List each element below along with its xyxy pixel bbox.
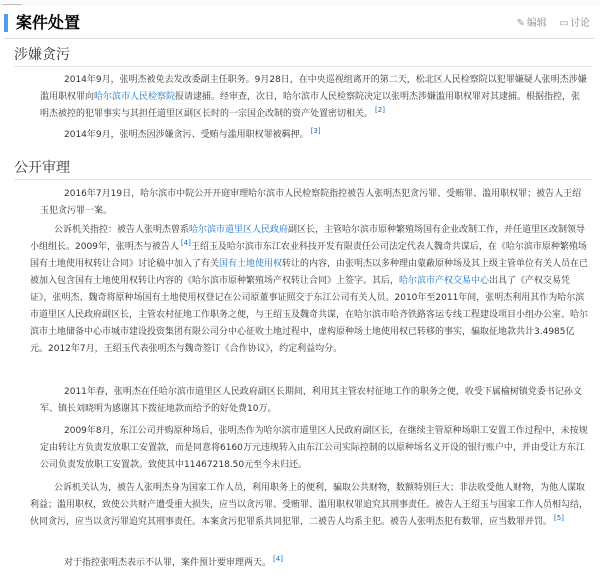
subsection-title-corruption: 涉嫌贪污: [14, 47, 70, 63]
link-land-use-right[interactable]: 国有土地使用权: [219, 259, 283, 269]
reference-3[interactable]: [3]: [310, 127, 321, 135]
paragraph: 2009年8月，东江公司并购原种场后，张明杰作为哈尔滨市道里区人民政府副区长，在继续主管原种场职工安置工作过程中，未按规定由转让方负责发放职工安置款，而是同意将6160万元违规转入由东江公司实际控制的以原种场名义开设的银行账户中，并由受让方东江公司负责发放职工安置款。致使其中11467218.50元至今未归还。: [40, 426, 588, 470]
link-harbin-procuratorate[interactable]: 哈尔滨市人民检察院: [94, 92, 176, 102]
section-header: [4, 10, 594, 39]
reference-2[interactable]: [2]: [375, 106, 385, 114]
paragraph: 公诉机关认为，被告人张明杰身为国家工作人员，利用职务上的便利，骗取公共财物，数额特别巨大；非法收受他人财物，为他人谋取利益；滥用职权，致使公共财产遭受重大损失，应当以贪污罪、受贿罪、滥用职权罪追究其刑事责任。被告人王绍玉与国家工作人员相勾结，伙同贪污，应当以贪污罪追究其刑事责任。本案贪污犯罪系共同犯罪，二被告人均系主犯。被告人张明杰犯有数罪，应当数罪并罚。 [5]: [30, 483, 589, 527]
reference-4[interactable]: [4]: [273, 555, 283, 563]
speech-bubble-icon: ▭: [559, 18, 569, 29]
link-property-exchange-center[interactable]: 哈尔滨市产权交易中心: [399, 276, 490, 286]
paragraph: 2014年9月，张明杰因涉嫌贪污、受贿与滥用职权罪被羁押。 [3]: [64, 127, 321, 140]
discuss-label: 讨论: [570, 18, 590, 29]
section-tools: [507, 17, 590, 31]
subsection-title-trial: 公开审理: [14, 160, 70, 176]
paragraph: 公诉机关指控：被告人张明杰曾系哈尔滨市道里区人民政府副区长，主管哈尔滨市原种繁殖场国有企业改制工作，并任道里区改制领导小组组长。2009年，张明杰与被告人 [4]王绍玉及哈尔滨市东江农业科技开发有限责任公司法定代表人魏奇共谋后，在《哈尔滨市原种繁殖场国有土地使用权转让合同》讨论稿中加入了有关国有土地使用权转让的内容，由张明杰以多种理由蒙蔽原种场及其上级主管单位有关人员在已被加入包含国有土地使用权转让内容的《哈尔滨市原种繁殖场产权转让合同》上签字。其后，哈尔滨市产权交易中心出具了《产权交易凭证》，张明杰、魏奇将原种场国有土地使用权登记在公司原董事证照交于东江公司有关人员。2010年至2011年间，张明杰利用其作为哈尔滨市道里区人民政府副区长，主管农村征地工作职务之便，与王绍玉及魏奇共谋，在哈尔滨市哈齐铁路客运专线工程建设项目小组办公室、哈尔滨市土地储备中心市城市建设投资集团有限公司分中心征收土地过程中，虚构原种场土地使用权已转移的事实，骗取征地款共计3.4985亿元。2012年7月，王绍玉代表张明杰与魏奇签订《合作协议》，约定利益均分。: [30, 225, 589, 354]
subsection-divider: [14, 66, 592, 67]
reference-5[interactable]: [5]: [554, 514, 564, 522]
paragraph: 2014年9月，张明杰被免去发改委副主任职务。9月28日，在中央巡视组离开的第二天，松北区人民检察院以犯罪嫌疑人张明杰涉嫌滥用职权罪向哈尔滨市人民检察院报请逮捕。经审查，次日，哈尔滨市人民检察院决定以张明杰涉嫌滥用职权罪对其逮捕。根据指控，张明杰被控的犯罪事实与其担任道里区副区长时的一宗国企改制的资产处置密切相关。 [2]: [40, 75, 587, 119]
clipped-text-fragment: [2, 0, 22, 5]
paragraph: 对于指控张明杰表示不认罪，案件预计要审理两天。 [4]: [64, 555, 283, 568]
paragraph: 2011年春，张明杰在任哈尔滨市道里区人民政府副区长期间，利用其主管农村征地工作的职务之便，收受下属榆树镇党委书记孙文军、镇长刘晓明为感谢其下拨征地款而给予的好处费10万。: [40, 387, 582, 414]
discuss-button[interactable]: [558, 17, 590, 31]
edit-button[interactable]: [515, 17, 547, 31]
section-title: 案件处置: [16, 13, 81, 32]
reference-4[interactable]: [4]: [180, 239, 191, 247]
section-accent-bar: [4, 14, 8, 32]
link-daoli-district-government[interactable]: 哈尔滨市道里区人民政府: [189, 225, 289, 235]
paragraph: 2016年7月19日，哈尔滨市中院公开开庭审理哈尔滨市人民检察院指控被告人张明杰犯贪污罪、受贿罪、滥用职权罪；被告人王绍玉犯贪污罪一案。: [40, 189, 582, 216]
edit-label: 编辑: [526, 18, 547, 29]
subsection-divider: [14, 179, 592, 180]
pencil-icon: ✎: [516, 18, 525, 29]
previous-section-fragment: [0, 0, 600, 6]
